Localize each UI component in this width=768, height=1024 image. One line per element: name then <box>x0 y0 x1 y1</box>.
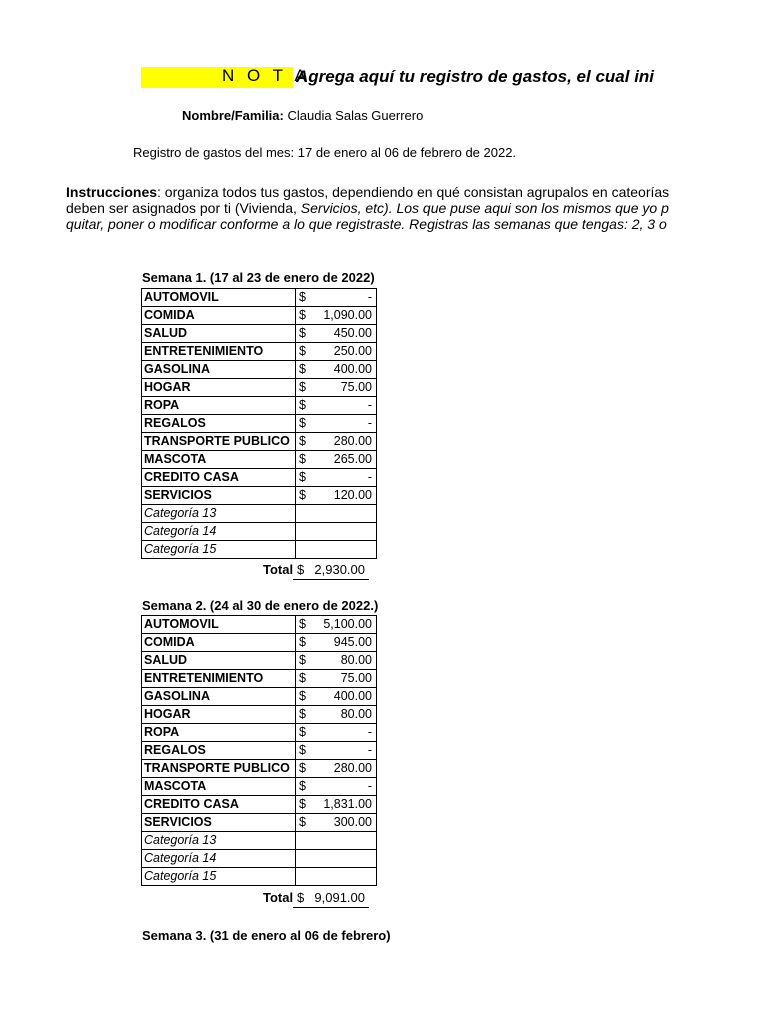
week-1-total-label: Total <box>263 562 294 577</box>
table-row <box>142 361 377 379</box>
category-cell[interactable]: ENTRETENIMIENTO <box>142 670 296 688</box>
note-word: N O T A <box>222 66 310 85</box>
table-row <box>142 760 377 778</box>
amount-cell[interactable]: $ - <box>296 289 377 307</box>
category-cell[interactable]: ENTRETENIMIENTO <box>142 343 296 361</box>
table-row <box>142 397 377 415</box>
table-row <box>142 289 377 307</box>
table-row <box>142 415 377 433</box>
amount-value: - <box>367 290 372 304</box>
amount-value: 400.00 <box>333 362 372 376</box>
category-cell[interactable]: Categoría 14 <box>142 850 296 868</box>
amount-value: - <box>367 470 372 484</box>
amount-value: - <box>367 725 372 739</box>
table-row <box>142 778 377 796</box>
amount-value: 80.00 <box>340 707 372 721</box>
amount-cell[interactable]: $ 280.00 <box>296 760 377 778</box>
category-cell[interactable]: COMIDA <box>142 634 296 652</box>
amount-value: 1,090.00 <box>323 308 372 322</box>
category-cell[interactable]: Categoría 15 <box>142 868 296 886</box>
week-2-total-label: Total <box>263 890 294 905</box>
week-1-total-value: 2,930.00 <box>314 562 365 577</box>
amount-cell[interactable]: $ 400.00 <box>296 688 377 706</box>
amount-cell[interactable]: $ 80.00 <box>296 706 377 724</box>
amount-cell[interactable]: $ 75.00 <box>296 379 377 397</box>
table-row <box>142 850 377 868</box>
week-2-title: Semana 2. (24 al 30 de enero de 2022.) <box>142 598 379 613</box>
week-3-title: Semana 3. (31 de enero al 06 de febrero) <box>142 928 391 943</box>
amount-cell[interactable]: $ - <box>296 415 377 433</box>
table-row <box>142 343 377 361</box>
amount-value: 300.00 <box>333 815 372 829</box>
week-1-title: Semana 1. (17 al 23 de enero de 2022) <box>142 270 375 285</box>
category-cell[interactable]: REGALOS <box>142 415 296 433</box>
category-cell[interactable]: CREDITO CASA <box>142 796 296 814</box>
category-cell[interactable]: REGALOS <box>142 742 296 760</box>
instructions-line-3: quitar, poner o modificar conforme a lo que registraste. Registras las semanas que tengas: 2, 3 o <box>66 217 667 232</box>
amount-cell[interactable]: $ 5,100.00 <box>296 616 377 634</box>
table-row <box>142 325 377 343</box>
week-2-total: $ 9,091.00 <box>293 890 369 908</box>
amount-cell[interactable]: $ - <box>296 397 377 415</box>
category-cell[interactable]: SERVICIOS <box>142 814 296 832</box>
amount-value: 250.00 <box>333 344 372 358</box>
amount-value: - <box>367 416 372 430</box>
instructions-line-1: Instrucciones: organiza todos tus gastos, dependiendo en qué consistan agrupalos en cateorías <box>66 185 670 200</box>
amount-cell[interactable]: $ 1,090.00 <box>296 307 377 325</box>
amount-cell[interactable] <box>296 868 377 886</box>
table-row <box>142 523 377 541</box>
table-row <box>142 796 377 814</box>
amount-value: 80.00 <box>340 653 372 667</box>
category-cell[interactable]: SERVICIOS <box>142 487 296 505</box>
table-row <box>142 724 377 742</box>
category-cell[interactable]: TRANSPORTE PUBLICO <box>142 760 296 778</box>
table-row <box>142 505 377 523</box>
category-cell[interactable]: HOGAR <box>142 379 296 397</box>
table-row <box>142 814 377 832</box>
table-row <box>142 868 377 886</box>
category-cell[interactable]: AUTOMOVIL <box>142 616 296 634</box>
week-1-total: $ 2,930.00 <box>293 562 369 580</box>
table-row <box>142 688 377 706</box>
amount-value: 75.00 <box>340 380 372 394</box>
name-value: Claudia Salas Guerrero <box>287 108 424 123</box>
amount-cell[interactable] <box>296 523 377 541</box>
category-cell[interactable]: CREDITO CASA <box>142 469 296 487</box>
amount-value: 400.00 <box>333 689 372 703</box>
category-cell[interactable]: Categoría 14 <box>142 523 296 541</box>
amount-value: 120.00 <box>333 488 372 502</box>
table-row <box>142 634 377 652</box>
amount-value: - <box>367 743 372 757</box>
table-row <box>142 742 377 760</box>
category-cell[interactable]: MASCOTA <box>142 451 296 469</box>
name-row <box>182 108 423 123</box>
amount-cell[interactable]: $ 120.00 <box>296 487 377 505</box>
amount-cell[interactable] <box>296 832 377 850</box>
amount-cell[interactable]: $ - <box>296 742 377 760</box>
month-label: Registro de gastos del mes: <box>133 145 295 160</box>
amount-value: 280.00 <box>333 761 372 775</box>
amount-cell[interactable]: $ 945.00 <box>296 634 377 652</box>
category-cell[interactable]: HOGAR <box>142 706 296 724</box>
amount-cell[interactable]: $ - <box>296 778 377 796</box>
amount-value: 945.00 <box>333 635 372 649</box>
week-2-table <box>141 615 377 886</box>
amount-cell[interactable]: $ 1,831.00 <box>296 796 377 814</box>
table-row <box>142 541 377 559</box>
amount-cell[interactable]: $ 250.00 <box>296 343 377 361</box>
amount-cell[interactable]: $ - <box>296 469 377 487</box>
amount-value: 265.00 <box>333 452 372 466</box>
category-cell[interactable]: GASOLINA <box>142 688 296 706</box>
month-value: 17 de enero al 06 de febrero de 2022. <box>297 145 517 160</box>
amount-cell[interactable] <box>296 850 377 868</box>
amount-cell[interactable] <box>296 505 377 523</box>
category-cell[interactable]: TRANSPORTE PUBLICO <box>142 433 296 451</box>
amount-cell[interactable]: $ 265.00 <box>296 451 377 469</box>
category-cell[interactable]: SALUD <box>142 325 296 343</box>
category-cell[interactable]: ROPA <box>142 724 296 742</box>
table-row <box>142 379 377 397</box>
table-row <box>142 307 377 325</box>
amount-value: 280.00 <box>333 434 372 448</box>
table-row <box>142 616 377 634</box>
instructions-label: Instrucciones <box>66 185 158 200</box>
table-row <box>142 832 377 850</box>
name-label: Nombre/Familia: <box>182 108 284 123</box>
amount-value: - <box>367 779 372 793</box>
month-row <box>133 145 516 160</box>
amount-value: 5,100.00 <box>323 617 372 631</box>
amount-cell[interactable]: $ 75.00 <box>296 670 377 688</box>
category-cell[interactable]: SALUD <box>142 652 296 670</box>
amount-cell[interactable]: $ 300.00 <box>296 814 377 832</box>
table-row <box>142 706 377 724</box>
amount-cell[interactable]: $ 450.00 <box>296 325 377 343</box>
category-cell[interactable]: AUTOMOVIL <box>142 289 296 307</box>
amount-value: 1,831.00 <box>323 797 372 811</box>
category-cell[interactable]: Categoría 13 <box>142 832 296 850</box>
amount-cell[interactable]: $ 280.00 <box>296 433 377 451</box>
note-text: Agrega aquí tu registro de gastos, el cual ini <box>296 67 655 86</box>
table-row <box>142 487 377 505</box>
amount-value: - <box>367 398 372 412</box>
category-cell[interactable]: Categoría 15 <box>142 541 296 559</box>
category-cell[interactable]: Categoría 13 <box>142 505 296 523</box>
table-row <box>142 652 377 670</box>
category-cell[interactable]: COMIDA <box>142 307 296 325</box>
category-cell[interactable]: ROPA <box>142 397 296 415</box>
table-row <box>142 451 377 469</box>
amount-cell[interactable] <box>296 541 377 559</box>
amount-cell[interactable]: $ 80.00 <box>296 652 377 670</box>
amount-value: 75.00 <box>340 671 372 685</box>
week-1-table <box>141 288 377 559</box>
week-2-total-value: 9,091.00 <box>314 890 365 905</box>
category-cell[interactable]: GASOLINA <box>142 361 296 379</box>
category-cell[interactable]: MASCOTA <box>142 778 296 796</box>
table-row <box>142 469 377 487</box>
amount-value: 450.00 <box>333 326 372 340</box>
amount-cell[interactable]: $ 400.00 <box>296 361 377 379</box>
instructions-line-2: deben ser asignados por ti (Vivienda, Servicios, etc). Los que puse aqui son los mismos que yo p <box>66 201 669 216</box>
table-row <box>142 670 377 688</box>
amount-cell[interactable]: $ - <box>296 724 377 742</box>
table-row <box>142 433 377 451</box>
